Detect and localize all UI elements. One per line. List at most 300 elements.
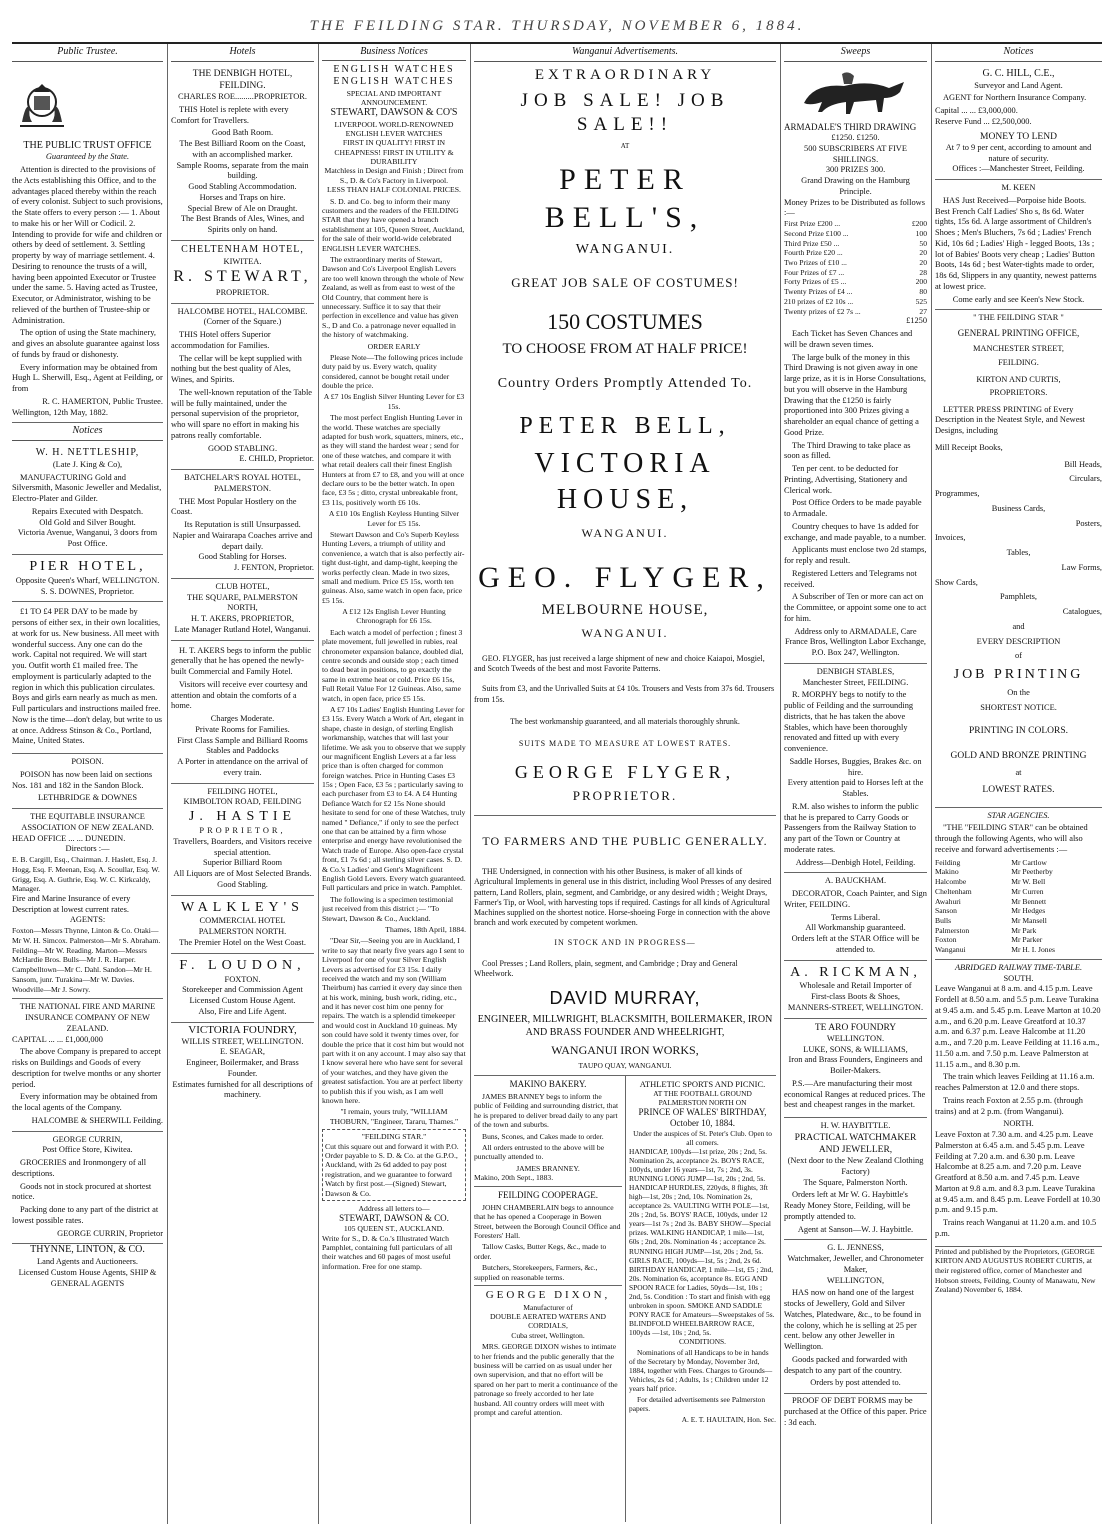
prize-row <box>784 297 927 307</box>
ad-text: H. T. AKERS, PROPRIETOR, <box>190 614 295 624</box>
ad-proprietor: CHARLES ROE.........PROPRIETOR. <box>178 92 307 102</box>
section-heading: Sweeps <box>784 46 927 62</box>
agent-name: Mr W. Bell <box>1011 877 1046 887</box>
agent-name: Mr Bennett <box>1011 896 1047 906</box>
ad-text: The well-known reputation of the Table will be fully maintained, under the personal supervision of the proprietor, who will spare no effort in making his patrons really comfortable. <box>171 387 312 440</box>
ad-title: GEORGE CURRIN, <box>52 1134 123 1144</box>
ad-signature: GEORGE CURRIN, Proprietor <box>57 1228 163 1238</box>
ad-text: R.M. also wishes to inform the public that he is prepared to Carry Goods or Passengers from the Railway Station to any part of the Town or Country at moderate rates. <box>784 801 919 854</box>
printing-office-ad <box>935 310 1102 807</box>
ad-text: Leave Foxton at 7.30 a.m. and 4.25 p.m. Leave Palmerston at 6.45 a.m. and 5.45 p.m. Leave Feilding at 7.20 a.m. and 6.30 p.m. Leave Halcombe at 8.25 a.m. and 7.20 p.m. Leave Greatford at 8.50 a.m. and 7.45 p.m. Leave Marton at 9.8 a.m. and 8.3 p.m. Leave Turakina at 9.45 a.m. and 8.45 p.m. Leave Fordell at 10.30 p.m. and 9.15 p.m. <box>935 1130 1101 1215</box>
ad-text: First Class Sample and Billiard Rooms Stables and Paddocks <box>177 735 308 756</box>
jenness-ad <box>784 1240 927 1394</box>
ad-text: Late Manager Rutland Hotel, Wanganui. <box>174 624 311 634</box>
ad-text: Goods not in stock procured at shortest notice. <box>12 1181 152 1202</box>
prize-label: Two Prizes of £10 ... <box>784 257 847 267</box>
ad-title: ATHLETIC SPORTS AND PICNIC. <box>639 1078 766 1089</box>
ad-title: VICTORIA FOUNDRY, <box>188 1023 297 1036</box>
batchelars-hotel-ad <box>171 470 314 579</box>
ad-title: THYNNE, LINTON, & CO. <box>30 1244 145 1256</box>
agent-name: Mr Peetherby <box>1011 867 1053 877</box>
ad-text: Land Agents and Auctioneers. <box>37 1257 138 1267</box>
agent-row <box>935 906 1102 916</box>
club-hotel-ad <box>171 579 314 641</box>
ad-text: MANUFACTURING Gold and Silversmith, Masonic Jeweller and Medalist, Electro-Plater and Gilder. <box>12 472 162 504</box>
agent-row <box>935 916 1102 926</box>
currin-ad <box>12 1132 163 1245</box>
ad-text: Foxton—Messrs Thynne, Linton & Co. Otaki—Mr W. H. Simcox. Palmerston—Mr S. Abraham. Feilding—Mr W. Reading. Marton—Messrs McHardie Bros. Bulls—Mr J. R. Harper. Campbelltown—Mr C. Dahl. Sandon—Mr H. Sansom, junr. Turakina—Mr W. Davies. Woodville—Mr J. Sowry. <box>12 926 161 994</box>
ad-title: GEO. FLYGER, <box>478 560 772 594</box>
ad-text: AT <box>620 141 630 150</box>
ad-title: DENBIGH STABLES, <box>816 666 895 676</box>
halcombe-hotel-ad <box>171 304 314 471</box>
ad-text: WANGANUI. <box>575 242 675 258</box>
ad-title: TO FARMERS AND THE PUBLIC GENERALLY. <box>482 833 768 848</box>
ad-text: JAMES BRANNEY begs to inform the public of Feilding and surrounding district, that he is prepared to deliver bread daily to any part of the town and suburbs. <box>474 1091 619 1130</box>
ad-title: GEORGE FLYGER, <box>514 762 736 783</box>
agent-town: Bulls <box>935 915 952 925</box>
column-public-trustee <box>12 44 163 1522</box>
ad-text: THE Most Popular Hostlery on the Coast. <box>171 496 297 517</box>
railway-timetable <box>935 960 1102 1247</box>
ad-text: 300 PRIZES 300. <box>825 165 886 175</box>
ad-text: IN STOCK AND IN PROGRESS— <box>554 938 696 948</box>
ad-text: Posters, <box>1075 518 1102 528</box>
ad-text: Each Ticket has Seven Chances and will be drawn seven times. <box>784 329 913 349</box>
ad-text: The Best Brands of Ales, Wines, and Spirits only on hand. <box>180 214 305 235</box>
column-rule <box>470 44 471 1524</box>
prize-amount: 27 <box>919 306 927 316</box>
prize-row <box>784 307 927 317</box>
ad-text: Charges Moderate. <box>210 714 275 724</box>
ad-text: Matchless in Design and Finish ; Direct from S., D. & Co's Factory in Liverpool. <box>324 166 464 185</box>
ad-text: Horses and Traps on hire. <box>199 192 286 202</box>
ad-text: E. B. Cargill, Esq., Chairman. J. Haslett, Esq. J. Hogg, Esq. F. Meenan, Esq. A. Scoullar, Esq. W. Grigg, Esq. A. Guthrie, Esq. W. C. Kirkcaldy, Manager. <box>12 855 160 894</box>
ad-text: Makino, 20th Sept., 1883. <box>474 1173 554 1183</box>
agent-name: Mr Mansell <box>1011 915 1047 925</box>
agent-row <box>935 926 1102 936</box>
ad-proprietor: R. STEWART, <box>173 268 312 286</box>
ad-text: POISON has now been laid on sections Nos. 181 and 182 in the Sandon Block. <box>12 769 153 790</box>
ad-text: MRS. GEORGE DIXON wishes to intimate to her friends and the public generally that the business will be carried on as usual under her own supervision, and that no effort will be spared on her part to merit a continuance of the patronage so freely accorded to her late husband. All country orders will meet with prompt and careful attention. <box>474 1342 618 1418</box>
ad-text: Each watch a model of perfection ; finest 3 plate movement, full jewelled in rubies, real chronometer expansion balance, doubled dial, centre seconds and outside stop ; each timed to dead beat in positions, to go exactly the same in extreme heat or cold. Price £6 15s, Full Retail Value For 12 Guineas. Also, same watch, in open face, price £5 15s. <box>322 627 464 703</box>
ad-text: "I remain, yours truly, "WILLIAM THOBURN, "Engineer, Tararu, Thames." <box>329 1107 459 1126</box>
ad-proprietor: J. FENTON, Proprietor. <box>233 563 314 573</box>
nettleship-ad <box>12 444 163 555</box>
ad-text: Stewart Dawson and Co's Superb Keyless Hunting Levers, a triumph of utility and convenience, a watch that is also perfectly air-tight dust-tight, and damp-tight, keeping the works perfectly clean. Made in two sizes, small and medium. Price £5 15s, worth ten guineas. Also, same watch in open face, price £5 15s. <box>322 529 465 605</box>
ad-text: Its Reputation is still Unsurpassed. <box>184 520 301 530</box>
ad-text: (Corner of the Square.) <box>203 317 282 327</box>
agent-town: Feilding <box>935 857 961 867</box>
ad-text: Ten per cent. to be deducted for Printing, Advertising, Stationery and Clerical work. <box>784 464 908 495</box>
ad-title: STEWART, DAWSON & CO'S <box>330 107 458 119</box>
ad-text: 105 QUEEN ST., AUCKLAND. <box>343 1224 445 1234</box>
ad-text: LESS THAN HALF COLONIAL PRICES. <box>327 185 461 195</box>
ad-text: Bill Heads, <box>1064 459 1102 469</box>
ad-title: PETER BELL, <box>519 413 731 440</box>
ad-text: Invoices, <box>935 533 966 543</box>
coupon <box>322 1129 466 1201</box>
ad-text: LIVERPOOL WORLD-RENOWNED ENGLISH LEVER WATCHES <box>334 119 454 138</box>
haybittle-ad <box>784 1118 927 1240</box>
ad-text: Suits from £3, and the Unrivalled Suits at £4 10s. Trousers and Vests from 37s 6d. Trousers from 15s. <box>474 684 775 704</box>
ad-text: E. SEAGAR, <box>220 1047 265 1057</box>
imprint-text: Printed and published by the Proprietors, (GEORGE KIRTON AND AUGUSTUS ROBERT CURTIS, at their registered office, corner of Manchester and Hobson streets, Feilding, County of Manawatu, New Zealand) November 6, 1884. <box>935 1246 1096 1295</box>
bauckham-ad <box>784 873 927 960</box>
ad-text: HANDICAP, 100yds—1st prize, 20s ; 2nd, 5s. Nomination 2s, acceptance 2s. BOYS RACE, 100yds, under 16 years—1st, 7s ; 2nd, 3s. RUNNING LONG JUMP—1st, 20s ; 2nd, 5s. HANDICAP HURDLES, 220yds, 8 flights, 3ft high—1st, 20s ; 2nd, 10s. Nomination 2s, acceptance 2s. VAULTING WITH POLE—1st, 20s ; 2nd, 5s. BOYS' RACE, 100yds, under 12 years—1st 7s ; 2nd 3s. BABY SHOW—Special prizes. WALKING HANDICAP, 1 mile—1st, 60s ; 2nd, 20s. Nomination 4s ; acceptance 2s. RUNNING HIGH JUMP—1st, 20s ; 2nd, 5s. GIRLS RACE, 100yds—1st, 5s ; 2nd, 2s 6d. BIRTHDAY HANDICAP, 1 mile—1st, £5 ; 2nd, 20s. Nomination 6s, acceptance 8s. EGG AND SPOON RACE for Ladies, 50yds—1st, 10s ; 2nd, 5s. Condition : To start and finish with egg unbroken in spoon. SMOKE AND SADDLE PONY RACE for Amateurs—Sweepstakes of 5s. BLINDFOLD WHEELBARROW RACE, 100yds —1st, 10s ; 2nd, 5s. <box>629 1147 775 1337</box>
stinson-ad <box>12 602 163 754</box>
ad-text: GROCERIES and Ironmongery of all descriptions. <box>12 1158 147 1178</box>
denbigh-stables-ad <box>784 664 927 874</box>
ad-text: Tables, <box>1006 548 1031 558</box>
agent-row <box>935 867 1102 877</box>
ad-text: PROPRIETOR. <box>572 788 678 804</box>
prize-label: Forty Prizes of £5 ... <box>784 277 847 287</box>
public-trust-ad <box>12 65 163 424</box>
coupon-text: Cut this square out and forward it with P.O. Order payable to S. D. & Co. at the G.P.O., Auckland, with 2s 6d added to pay post registration, and we guarantee to forward Watch by first post.—(Signed) Stewart, Dawson & Co. <box>325 1141 459 1198</box>
ad-title: W. H. NETTLESHIP, <box>35 447 140 459</box>
ad-text: Butchers, Storekeepers, Farmers, &c., supplied on reasonable terms. <box>474 1263 598 1282</box>
two-column-section <box>474 1076 776 1522</box>
ad-text: ORDER EARLY <box>367 341 421 351</box>
section-heading: Business Notices <box>322 46 466 61</box>
ad-text: The Premier Hotel on the West Coast. <box>179 937 306 947</box>
ad-text: Money Prizes to be Distributed as follows :— <box>784 197 925 218</box>
ad-text: Sample Rooms, separate from the main building. <box>176 160 309 181</box>
ad-title: PETER BELL'S, <box>544 162 706 234</box>
ad-text: Circulars, <box>1069 474 1102 484</box>
ad-title: CHELTENHAM HOTEL, <box>181 243 304 255</box>
agent-town: Foxton <box>935 935 957 945</box>
ad-title: MONEY TO LEND <box>980 131 1057 142</box>
ad-text: All Workmanship guaranteed. <box>805 923 906 933</box>
prize-table <box>784 219 927 316</box>
ad-text: Thames, 18th April, 1884. <box>385 924 466 934</box>
prize-row <box>784 219 927 229</box>
hill-ad <box>935 65 1102 180</box>
ad-text: Cool Presses ; Land Rollers, plain, segment, and Cambridge ; Dray and General Wheelwork. <box>474 958 738 978</box>
ad-title: VICTORIA HOUSE, <box>534 447 716 515</box>
ad-text: Country cheques to have 1s added for exchange, and made payable, to a number. <box>784 521 927 542</box>
ad-title: A. BAUCKHAM. <box>824 876 887 886</box>
prize-amount: 20 <box>919 257 927 267</box>
ad-text: Orders left at the STAR Office will be attended to. <box>791 934 920 954</box>
ad-text: The Square, Palmerston North. <box>803 1177 908 1187</box>
pier-hotel-ad <box>12 555 163 602</box>
ad-text: Licensed Custom House Agents, SHIP & GENERAL AGENTS <box>18 1267 157 1288</box>
ad-text: Storekeeper and Commission Agent <box>182 985 303 995</box>
ad-title: H. W. HAYBITTLE. <box>820 1121 891 1131</box>
ad-title: BATCHELAR'S ROYAL HOTEL, <box>184 473 301 483</box>
ad-text: Licensed Custom House Agent. <box>189 996 296 1006</box>
ad-text: Orders left at Mr W. G. Haybittle's Ready Money Store, Feilding, will be promptly attended to. <box>784 1190 911 1221</box>
prize-row <box>784 239 927 249</box>
ad-text: Catalogues, <box>1062 607 1102 617</box>
agent-town: Halcombe <box>935 877 967 887</box>
ad-text: S. D. and Co. beg to inform their many customers and the readers of the FEILDING STAR that they have opened a branch establishment at 105, Queen Street, Auckland, for the sale of their world-wide celebrated ENGLISH LEVER WATCHES. <box>322 196 465 253</box>
ad-text: Iron and Brass Founders, Engineers and Boiler-Makers. <box>788 1055 923 1076</box>
ad-title: THE EQUITABLE INSURANCE ASSOCIATION OF NEW ZEALAND. <box>21 812 154 832</box>
ad-text: GREAT JOB SALE OF COSTUMES! <box>511 275 739 291</box>
agent-town: Palmerston <box>935 925 970 935</box>
ad-text: First-class Boots & Shoes, <box>811 992 900 1002</box>
ad-text: PALMERSTON NORTH. <box>198 927 287 937</box>
ad-text: Directors :— <box>65 844 110 854</box>
ad-text: AT THE FOOTBALL GROUND PALMERSTON NORTH ON <box>653 1089 752 1108</box>
ad-text: Estimates furnished for all descriptions of machinery. <box>172 1079 313 1100</box>
bakery-subcolumn <box>474 1076 622 1420</box>
prize-total: £1250 <box>906 316 927 326</box>
ad-text: HAS now on hand one of the largest stocks of Jewellery, Gold and Silver Watches, Platedware, &c., to be found in the colony, which he is selling at 25 per cent. below any other Jeweller in Wellington. <box>784 1288 922 1352</box>
star-agencies <box>935 808 1102 960</box>
ad-text: Programmes, <box>935 489 980 499</box>
column-business-notices <box>322 44 466 1522</box>
te-aro-foundry-ad <box>784 1019 927 1118</box>
ad-text: PROPRIETOR. <box>215 287 270 297</box>
prize-label: Twenty prizes of £2 7s ... <box>784 306 861 316</box>
ad-text: The train which leaves Feilding at 11.16 a.m. reaches Palmerston at 12.0 and there stops. <box>935 1072 1095 1093</box>
ad-signature: HALCOMBE & SHERWILL Feilding. <box>31 1115 163 1125</box>
ad-text: At 7 to 9 per cent, according to amount and nature of security. <box>945 142 1092 163</box>
prize-label: Four Prizes of £7 ... <box>784 267 845 277</box>
ad-text: EVERY DESCRIPTION <box>976 636 1061 646</box>
column-wanganui-advertisements <box>474 44 776 1522</box>
ad-text: Law Forms, <box>1061 562 1102 572</box>
ad-text: Write for S., D. & Co.'s Illustrated Watch Pamphlet, containing full particulars of all their watches and 60 pages of most useful information. Free for one stamp. <box>322 1233 453 1271</box>
ad-text: A Subscriber of Ten or more can act on the Committee, or appoint some one to act for him. <box>784 592 927 623</box>
ad-text: Goods packed and forwarded with despatch to any part of the country. <box>784 1354 908 1375</box>
ad-text: The Best Billiard Room on the Coast, with an accomplished marker. <box>179 139 306 159</box>
ad-text: KIRTON AND CURTIS, <box>976 375 1061 385</box>
ad-text: The best workmanship guaranteed, and all materials thoroughly shrunk. <box>510 716 740 726</box>
agent-name: Mr Park <box>1011 925 1037 935</box>
ad-text: (Next door to the New Zealand Clothing Factory) <box>787 1156 924 1176</box>
ad-title: STEWART, DAWSON & CO. <box>339 1213 449 1224</box>
agent-row <box>935 945 1102 955</box>
ad-title: F. LOUDON, <box>179 957 306 973</box>
prize-row <box>784 277 927 287</box>
ad-text: Trains reach Foxton at 2.55 p.m. (through trains) and at 2 p.m. (from Wanganui). <box>935 1095 1083 1116</box>
ad-text: Post Office Store, Kiwitea. <box>42 1145 133 1155</box>
national-insurance-ad <box>12 999 163 1131</box>
ad-text: KIMBOLTON ROAD, FEILDING <box>183 797 302 807</box>
ad-title: GEORGE DIXON, <box>485 1288 611 1301</box>
ad-title: ABRIDGED RAILWAY TIME-TABLE. <box>954 962 1083 972</box>
thynne-ad <box>12 1244 163 1289</box>
ad-text: Surveyor and Land Agent. <box>974 80 1063 90</box>
ad-text: Reserve Fund ... £2,500,000. <box>935 116 1032 126</box>
agent-town: Makino <box>935 867 959 877</box>
prize-amount: 50 <box>919 238 927 248</box>
section-heading: Wanganui Advertisements. <box>474 46 776 62</box>
ad-title: " THE FEILDING STAR " <box>973 313 1064 323</box>
ad-text: Come early and see Keen's New Stock. <box>952 294 1085 304</box>
ad-text: The following is a specimen testimonial just received from this district ;— "To Stewart, Dawson & Co., Auckland. <box>322 894 454 923</box>
column-rule <box>931 44 932 1524</box>
agent-row <box>935 877 1102 887</box>
ad-title: ENGLISH WATCHES ENGLISH WATCHES <box>333 64 455 88</box>
ad-text: The extraordinary merits of Stewart, Dawson and Co's Liverpool English Levers are too well known through the whole of New Zealand, as well as from east to west of the Old Country, that comment here is unnecessary. Suffice it to say that their perfection in excellence and value has given S., D and Co. a patronage never equalled in the history of watchmaking. <box>322 255 464 340</box>
ad-text: WELLINGTON, <box>826 1275 885 1285</box>
walkleys-hotel-ad <box>171 896 314 954</box>
agent-town: Wanganui <box>935 945 966 955</box>
ad-text: of <box>1015 651 1022 661</box>
ad-proprietor: S. S. DOWNES, Proprietor. <box>40 586 135 596</box>
ad-title: HALCOMBE HOTEL, HALCOMBE. <box>177 306 308 316</box>
prize-label: Twenty Prizes of £4 ... <box>784 287 853 297</box>
ad-proprietor: J. HASTIE <box>188 809 297 825</box>
ad-text: The cellar will be kept supplied with nothing but the best quality of Ales, Wines, and Spirits. <box>171 353 302 385</box>
ad-text: Travellers, Boarders, and Visitors receive special attention. <box>173 836 312 857</box>
ad-text: PALMERSTON. <box>213 483 271 493</box>
agent-name: Mr H. I. Jones <box>1011 945 1055 955</box>
ad-text: LETTER PRESS PRINTING of Every Description in the Neatest Style, and Newest Designs, including <box>935 404 1086 436</box>
ad-text: Good Bath Room. <box>211 128 274 138</box>
ad-text: and <box>1012 621 1025 631</box>
column-notices <box>935 44 1102 1522</box>
ad-text: Nominations of all Handicaps to be in hands of the Secretary by Monday, November 3rd, 1884, together with Fees. Charges to Grounds—Vehicles, 2s 6d ; Adults, 1s ; Children under 12 years half price. <box>629 1347 773 1393</box>
ad-text: NORTH. <box>1003 1119 1034 1129</box>
ad-text: SPECIAL AND IMPORTANT ANNOUNCEMENT. <box>346 88 442 107</box>
ad-text: Capital ... ... £3,000,000. <box>935 106 1018 116</box>
ad-text: Country Orders Promptly Attended To. <box>497 376 753 392</box>
prize-amount: 28 <box>919 267 927 277</box>
ad-title: WALKLEY'S <box>181 899 304 915</box>
ad-text: Good Stabling. <box>217 879 268 889</box>
ad-text: Under the auspices of St. Peter's Club. Open to all comers. <box>633 1129 772 1148</box>
armadale-ad <box>784 65 927 664</box>
ad-text: Buns, Scones, and Cakes made to order. <box>482 1131 604 1141</box>
ad-text: WELLINGTON. <box>826 1033 885 1043</box>
ad-title: ARMADALE'S THIRD DRAWING <box>784 121 917 132</box>
ad-text: Trains reach Wanganui at 11.20 a.m. and 10.5 p.m. <box>935 1218 1097 1238</box>
ad-text: A £7 10s Ladies' English Hunting Lever for £3 15s. Every Watch a Work of Art, elegant in shape, chaste in design, of sterling English workmanship, watches that will last your lifetime. We ask you to observe that we supply our magnificent English Levers at a far less price than is often charged for common foreign watches. Price in Hunting Cases £3 15s ; Open Face, £3 5s ; particularly saving to each purchaser from £3 to £4. A £4 Hunting Defiance Watch for £2 15s None should hesitate to send for one of these Watches, truly named " Defiance," if only to see the perfect one that can be attained by a firm whose enterprise and energy have revolutionised the Watch trade of Europe. Also open-face crystal front, £1 7s 6d ; all sterling silver cases. S. D. & Co.'s Ladies' and Gent's Magnificent English Gold Levers. Every watch guaranteed. Full particulars and price in watch. Pamphlet. <box>322 704 466 893</box>
ad-text: WANGANUI. <box>581 626 669 641</box>
ad-text: Engineer, Boilermaker, and Brass Founder. <box>186 1058 299 1078</box>
ad-text: Address—Denbigh Hotel, Feilding. <box>795 857 916 867</box>
prize-label: Second Prize £100 ... <box>784 228 849 238</box>
ad-text: Manchester Street, FEILDING. <box>802 677 909 687</box>
trust-title: THE PUBLIC TRUST OFFICE <box>23 139 152 151</box>
ad-text: Also, Fire and Life Agent. <box>198 1006 287 1016</box>
equitable-insurance-ad <box>12 809 163 999</box>
ad-text: PROOF OF DEBT FORMS may be purchased at the Office of this paper. Price : 3d each. <box>784 1396 927 1427</box>
ad-title: G. L. JENNESS, <box>827 1243 884 1253</box>
ad-title: G. C. HILL, C.E., <box>982 67 1055 79</box>
ad-text: Agent at Sanson—W. J. Haybittle. <box>797 1224 914 1234</box>
ad-text: Good Stabling Accommodation. <box>188 182 297 192</box>
ad-title: FEILDING HOTEL, <box>207 786 278 796</box>
ad-text: A £10 10s English Keyless Hunting Silver Lever for £5 15s. <box>328 509 460 528</box>
agent-name: Mr Parker <box>1011 935 1043 945</box>
prize-label: Third Prize £50 ... <box>784 238 840 248</box>
ad-text: The large bulk of the money in this Third Drawing is not given away in one large prize, as it is in Horse Consultations, but you will observe in the Hamburg Drawing that the £1250 is fairly proportioned into 300 Prizes giving a shareholder an equal chance of getting a Good Prize. <box>784 352 926 437</box>
proof-of-debt-ad <box>784 1396 927 1428</box>
ad-text: All orders entrusted to the above will be punctually attended to. <box>474 1142 605 1162</box>
ad-text: Grand Drawing on the Hamburg Principle. <box>801 176 910 196</box>
ad-text: Please Note—The following prices include duty paid by us. Every watch, quality considered, cannot be bought retail under double the price. <box>322 352 463 391</box>
ad-subtitle: (Late J. King & Co), <box>52 459 123 469</box>
ad-text: A £7 10s English Silver Hunting Lever for £3 15s. <box>323 392 465 411</box>
ad-title: GENERAL PRINTING OFFICE, <box>957 328 1080 338</box>
ad-text: GOOD STABLING. <box>207 443 278 453</box>
ad-text: THIS Hotel offers Superior accommodation for Families. <box>171 330 271 350</box>
ad-title: FEILDING COOPERAGE. <box>498 1189 598 1200</box>
ad-text: PROPRIETOR, <box>199 826 286 836</box>
ad-title: 150 COSTUMES <box>547 308 703 334</box>
ad-text: SHORTEST NOTICE. <box>980 702 1057 712</box>
prize-amount: 100 <box>915 228 927 238</box>
ad-text: Business Cards, <box>991 503 1046 513</box>
ad-address: Address only to ARMADALE, Care France Bros, Wellington Labor Exchange, P.O. Box 247, Wellington. <box>784 626 927 657</box>
ad-text: WANGANUI. <box>581 525 669 540</box>
ad-text: Mill Receipt Books, <box>935 442 1003 452</box>
ad-text: LUKE, SONS, & WILLIAMS, <box>803 1044 908 1054</box>
ad-text: Watchmaker, Jeweller, and Chronometer Maker, <box>787 1254 924 1274</box>
ad-title: TE ARO FOUNDRY <box>814 1022 897 1033</box>
ad-text: JOHN CHAMBERLAIN begs to announce that he has opened a Cooperage in Bowen Street, between the Borough Council Office and Foresters' Hall. <box>474 1202 621 1240</box>
ad-address: Victoria Avenue, Wanganui, 3 doors from Post Office. <box>17 528 158 549</box>
ad-text: Every attention paid to Horses left at the Stables. <box>787 778 924 798</box>
prize-label: 210 prizes of £2 10s ... <box>784 296 854 306</box>
ad-text: Post Office Orders to be made payable to Armadale. <box>784 498 922 518</box>
ad-text: Good Stabling for Horses. <box>198 552 287 562</box>
agent-town: Awahuri <box>935 896 961 906</box>
ad-text: A £12 12s English Lever Hunting Chronograph for £6 15s. <box>342 607 446 626</box>
ad-text: For detailed advertisements see Palmerston papers. <box>629 1395 766 1414</box>
ad-text: FEILDING. <box>998 358 1039 368</box>
ad-text: P.S.—Are manufacturing their most economical Ranges at reduced prices. The best and cheapest ranges in the market. <box>784 1078 926 1110</box>
ad-text: HEAD OFFICE ... ... DUNEDIN. <box>12 833 126 843</box>
ad-text: TO CHOOSE FROM AT HALF PRICE! <box>502 341 748 358</box>
agent-row <box>935 935 1102 945</box>
agents-table <box>935 858 1102 955</box>
imprint <box>935 1247 1102 1296</box>
ad-title: JOB SALE! JOB SALE!! <box>520 89 730 136</box>
ad-text: at <box>1015 767 1022 777</box>
ad-text: PRINTING IN COLORS. <box>969 726 1068 737</box>
ad-text: £1 TO £4 PER DAY to be made by persons of either sex, in their own localities, at work for us. New business. All meet with wonderful success. Any one can do the work. Capital not required. We will start you. Outfit worth £1 mailed free. The employment is particularly adapted to the region in which this publication circulates. Boys and girls earn nearly as much as men. Full particulars and instructions mailed free. Now is the time—don't delay, but write to us at once. Address Stinson & Co., Portland, Maine, United States. <box>12 607 163 746</box>
ad-text: The Third Drawing to take place as soon as filled. <box>784 440 911 461</box>
ad-text: Old Gold and Silver Bought. <box>39 517 136 527</box>
ad-text: The most perfect English Hunting Lever in the world. These watches are specially adapted for bush work, squatters, miners, etc., as they will stand the hardest wear ; send for one of these watches, and compare it with what retail dealers call their finest English Hunters at from £7 to £8, and you will at once declare ours to be the better watch. In open face, £3 5s ; ditto, crystal unbreakable front, £3 11s, positively worth £6 10s. <box>322 413 464 507</box>
column-sweeps <box>784 44 927 1522</box>
prize-amount: 200 <box>915 277 927 287</box>
ad-text: Special Brew of Ale on Draught. <box>187 203 298 213</box>
ad-text: H. T. AKERS begs to inform the public generally that he has opened the newly-built Commercial and Family Hotel. <box>171 645 312 677</box>
ad-title: MAKINO BAKERY. <box>509 1078 587 1089</box>
akers-ad <box>171 641 314 784</box>
ad-text: Applicants must enclose two 2d stamps, for reply and result. <box>784 545 927 565</box>
ad-text: Cuba street, Wellington. <box>511 1330 585 1340</box>
ad-text: MANCHESTER STREET, <box>972 343 1065 353</box>
ad-title: CLUB HOTEL, <box>215 581 270 591</box>
prize-amount: 80 <box>919 287 927 297</box>
column-hotels <box>171 44 314 1522</box>
ad-text: Offices :—Manchester Street, Feilding. <box>952 164 1085 174</box>
ad-text: Superior Billiard Room <box>202 858 283 868</box>
column-rule <box>780 44 781 1524</box>
ad-text: KIWITEA. <box>223 256 262 266</box>
ad-proprietor: E. CHILD, Proprietor. <box>239 454 314 464</box>
prize-row <box>784 287 927 297</box>
ad-text: On the <box>1007 687 1030 697</box>
ad-text: Terms Liberal. <box>830 912 881 922</box>
royal-arms-icon <box>12 72 72 132</box>
ad-text: SOUTH. <box>1003 973 1034 983</box>
ad-text: WILLIS STREET, WELLINGTON. <box>181 1036 304 1046</box>
ad-text: All Liquors are of Most Selected Brands. <box>173 869 312 879</box>
